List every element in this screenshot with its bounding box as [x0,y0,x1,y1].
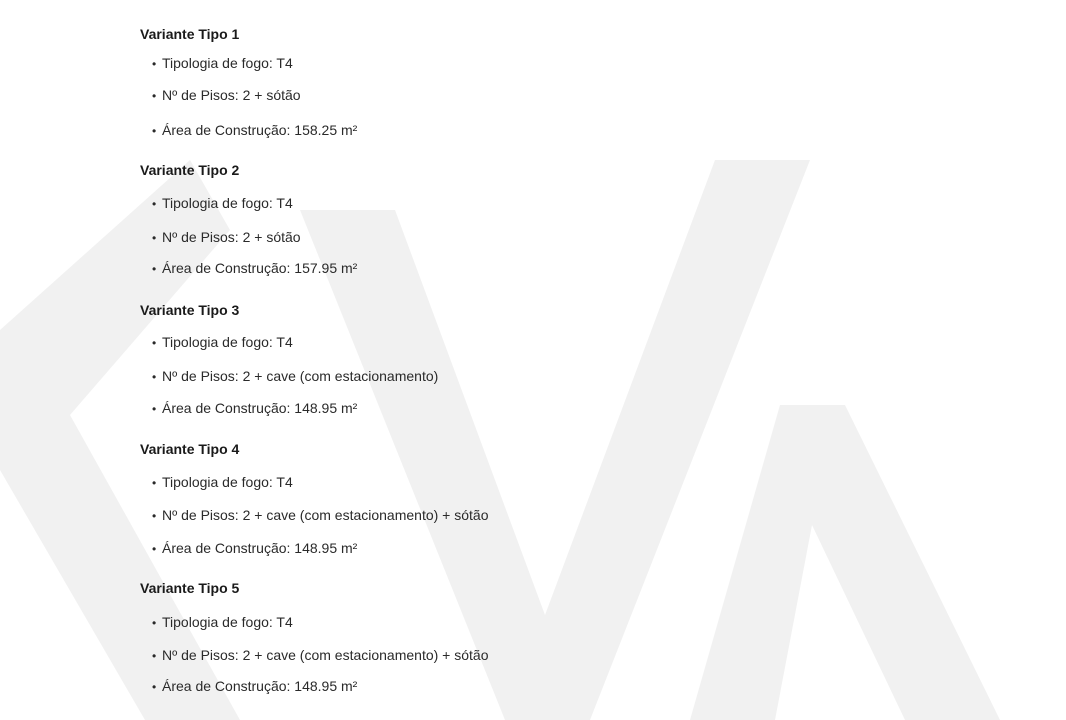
spec-area [152,122,357,138]
bullet-icon: • [152,89,157,103]
spec-text: Tipologia de fogo: T4 [162,55,293,71]
spec-text: Área de Construção: 158.25 m² [162,122,358,138]
spec-text: Tipologia de fogo: T4 [162,614,293,630]
spec-text: Nº de Pisos: 2 + cave (com estacionamento) + sótão [162,647,489,663]
spec-text: Área de Construção: 148.95 m² [162,400,358,416]
spec-text: Nº de Pisos: 2 + sótão [162,87,301,103]
spec-floors [152,87,301,103]
spec-text: Tipologia de fogo: T4 [162,195,293,211]
variant-title: Variante Tipo 2 [140,162,240,178]
spec-typology [152,614,293,630]
bullet-icon: • [152,370,157,384]
bullet-icon: • [152,124,157,138]
spec-text: Área de Construção: 148.95 m² [162,540,358,556]
spec-typology [152,195,293,211]
bullet-icon: • [152,509,157,523]
spec-area [152,400,357,416]
spec-text: Nº de Pisos: 2 + cave (com estacionamento) + sótão [162,507,489,523]
spec-floors [152,507,489,523]
spec-text: Área de Construção: 157.95 m² [162,260,358,276]
bullet-icon: • [152,649,157,663]
spec-text: Área de Construção: 148.95 m² [162,678,358,694]
bullet-icon: • [152,336,157,350]
watermark-right-peak [690,405,1000,720]
variant-title: Variante Tipo 3 [140,302,240,318]
spec-text: Nº de Pisos: 2 + sótão [162,229,301,245]
variant-title: Variante Tipo 1 [140,26,240,42]
spec-typology [152,474,293,490]
spec-area [152,260,357,276]
bullet-icon: • [152,262,157,276]
spec-floors [152,368,438,384]
bullet-icon: • [152,616,157,630]
bullet-icon: • [152,542,157,556]
bullet-icon: • [152,197,157,211]
spec-typology [152,334,293,350]
spec-text: Nº de Pisos: 2 + cave (com estacionamento) [162,368,439,384]
variant-title: Variante Tipo 5 [140,580,240,596]
bullet-icon: • [152,476,157,490]
spec-typology [152,55,293,71]
bullet-icon: • [152,231,157,245]
spec-text: Tipologia de fogo: T4 [162,474,293,490]
bullet-icon: • [152,680,157,694]
spec-floors [152,647,489,663]
variant-title: Variante Tipo 4 [140,441,240,457]
bullet-icon: • [152,402,157,416]
bullet-icon: • [152,57,157,71]
spec-area [152,678,357,694]
spec-floors [152,229,301,245]
spec-area [152,540,357,556]
spec-text: Tipologia de fogo: T4 [162,334,293,350]
